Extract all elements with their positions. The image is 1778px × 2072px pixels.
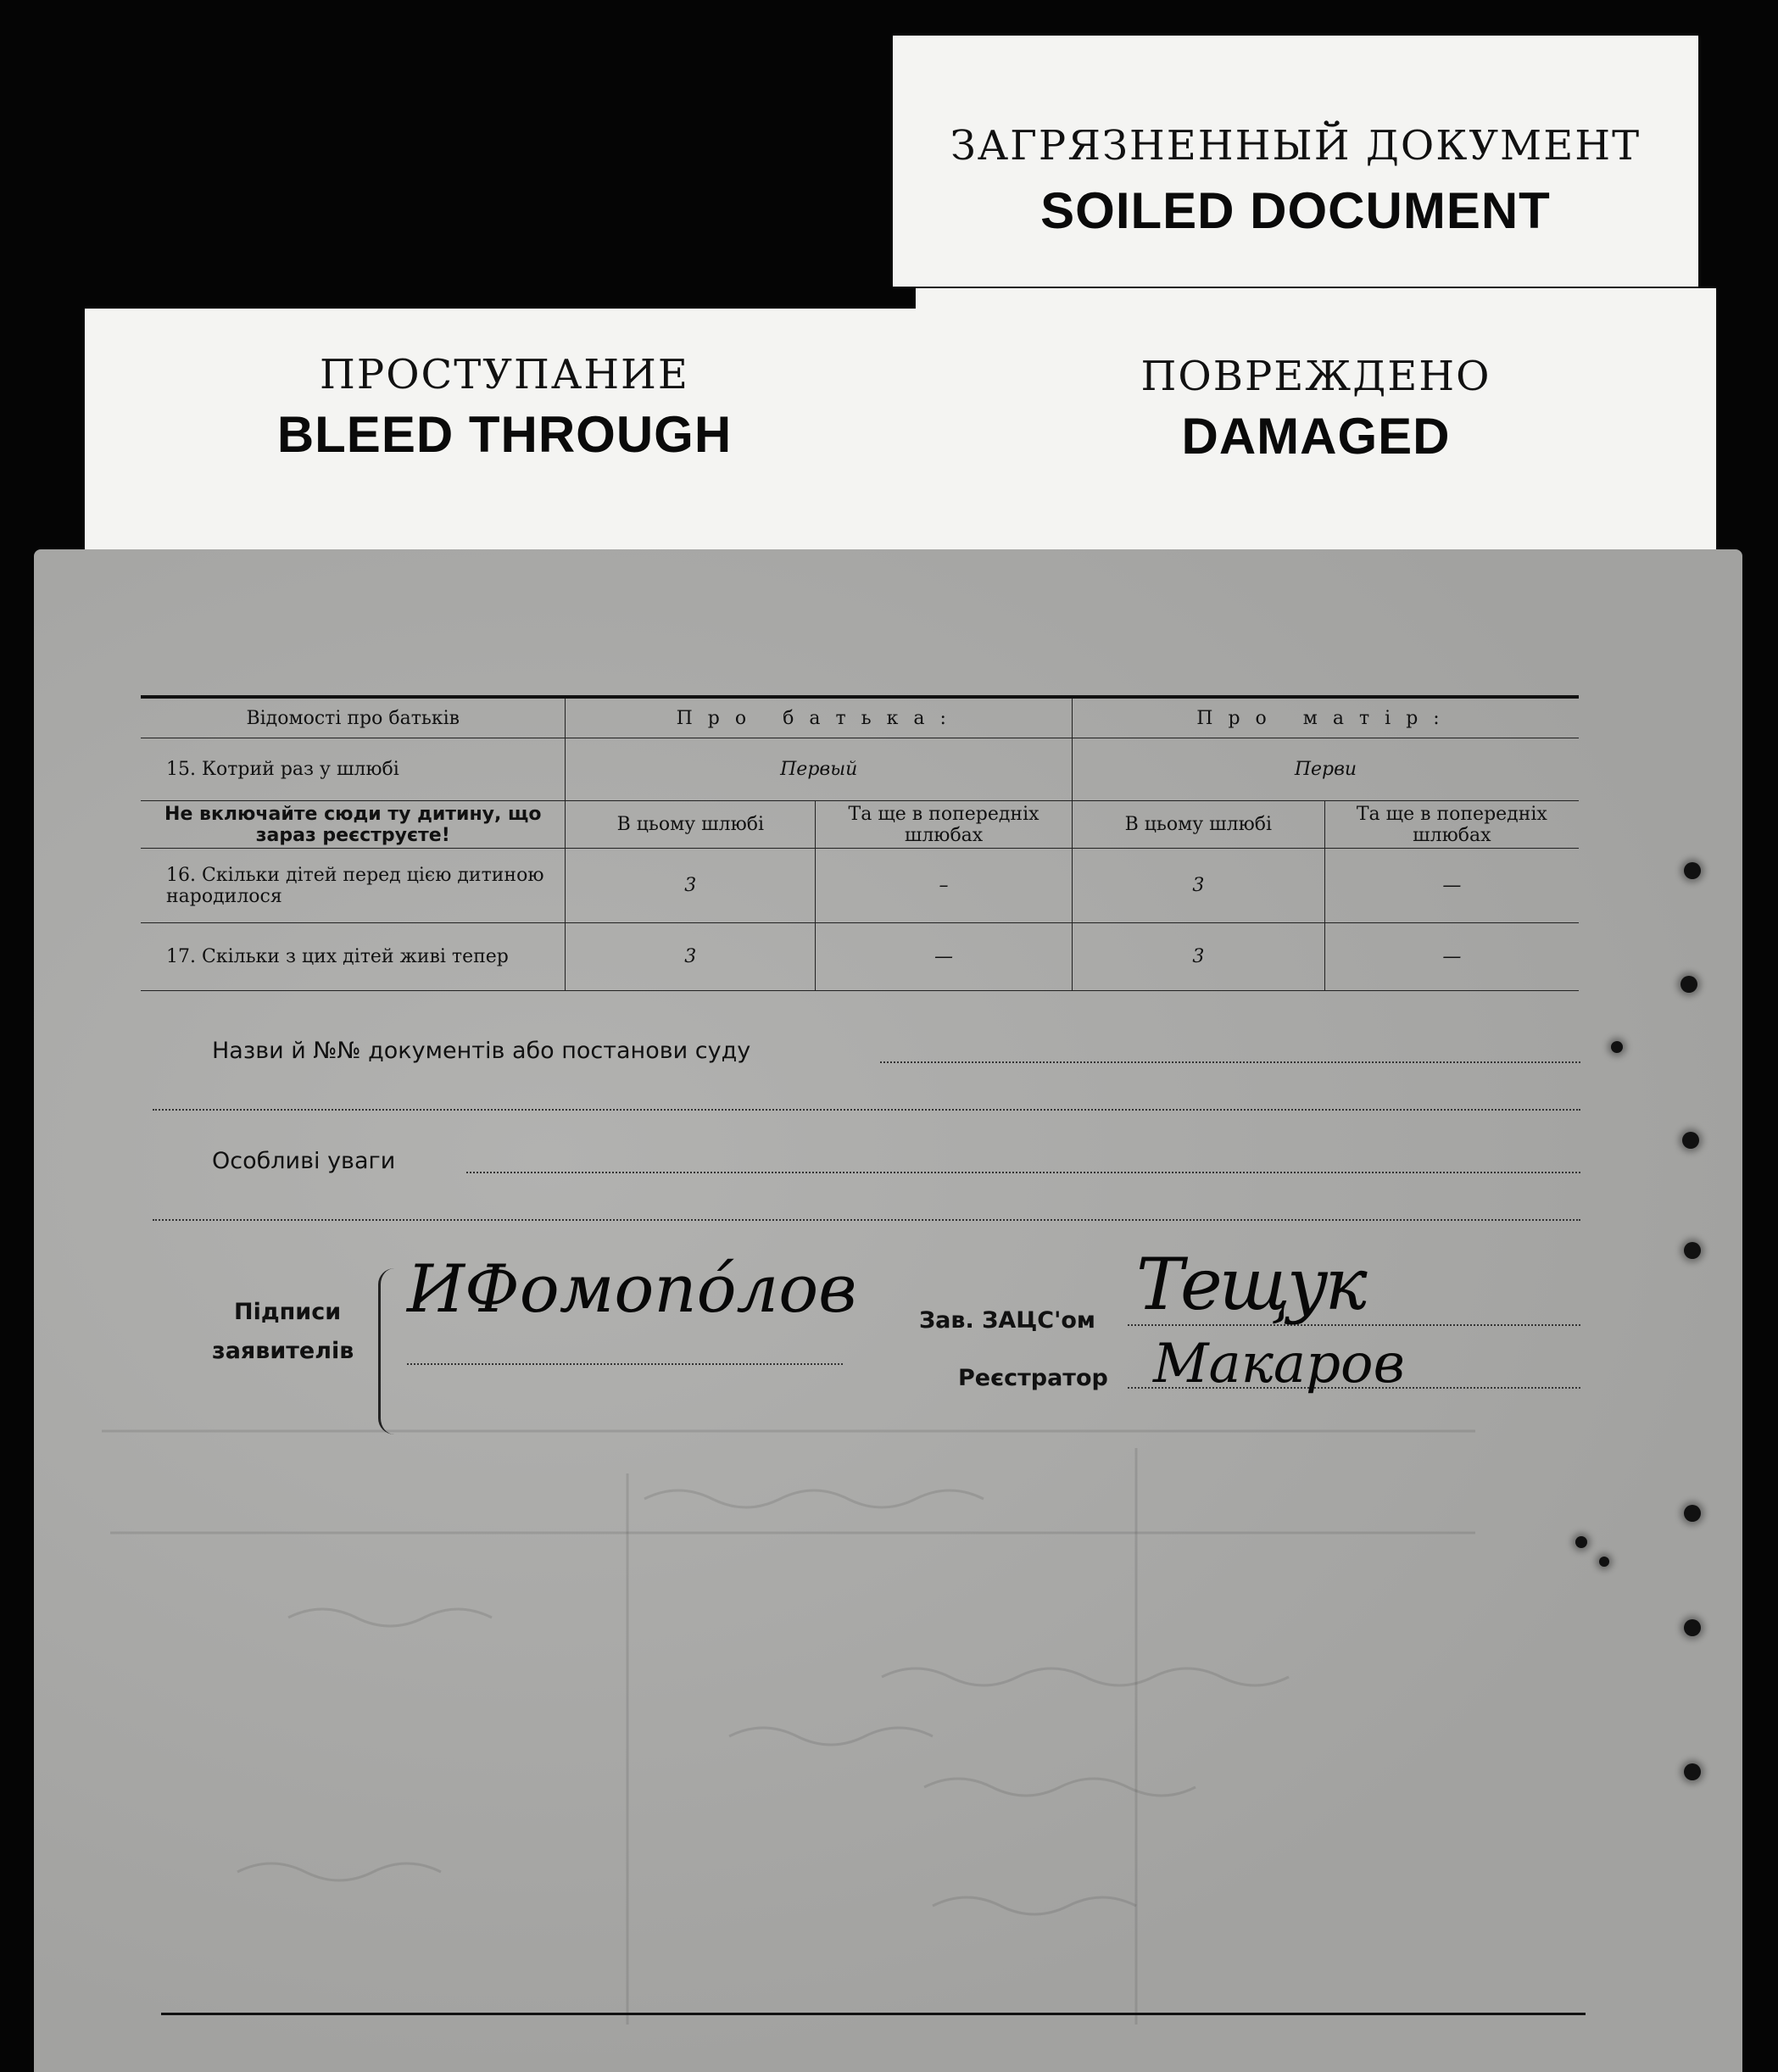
damaged-label	[916, 288, 1716, 560]
row16-father-this: 3	[566, 849, 816, 923]
mother-previous-marriages-header: Та ще в попередніх шлюбах	[1324, 801, 1579, 849]
row15-father-value: Первый	[566, 738, 1072, 801]
soiled-label-ru: ЗАГРЯЗНЕННЫЙ ДОКУМЕНТ	[950, 122, 1641, 170]
damaged-label-en: DAMAGED	[1181, 408, 1451, 465]
damage-spot	[1599, 1557, 1609, 1567]
row16-label: 16. Скільки дітей перед цією дитиною народилося	[141, 849, 566, 923]
bleed-through-label	[85, 309, 924, 556]
row16-mother-prev: —	[1324, 849, 1579, 923]
row15-mother-value: Перви	[1072, 738, 1579, 801]
applicant-signature: ИФомопо́лов	[407, 1251, 857, 1328]
documents-label: Назви й №№ документів або постанови суду	[212, 1038, 751, 1064]
damage-spot	[1575, 1536, 1587, 1548]
binding-hole	[1684, 1763, 1701, 1780]
row17-mother-prev: —	[1324, 923, 1579, 991]
head-label: Зав. ЗАЦС'ом	[919, 1307, 1095, 1334]
binding-hole	[1684, 1505, 1701, 1522]
head-signature: Тещук	[1136, 1243, 1364, 1326]
row16-father-prev: –	[816, 849, 1073, 923]
parents-info-header: Відомості про батьків	[141, 697, 566, 738]
applicants-label-2: заявителів	[212, 1338, 354, 1364]
bottom-rule	[161, 2013, 1586, 2015]
documents-field[interactable]	[880, 1061, 1580, 1063]
about-father-header: Про батька:	[566, 697, 1072, 738]
about-mother-header: Про матір:	[1072, 697, 1579, 738]
father-this-marriage-header: В цьому шлюбі	[566, 801, 816, 849]
bleed-label-ru: ПРОСТУПАНИЕ	[320, 351, 689, 398]
document-sheet	[34, 549, 1742, 2072]
father-previous-marriages-header: Та ще в попередніх шлюбах	[816, 801, 1073, 849]
damage-spot	[1611, 1041, 1623, 1053]
notes-label: Особливі уваги	[212, 1148, 396, 1174]
row15-label: 15. Котрий раз у шлюбі	[141, 738, 566, 801]
binding-hole	[1682, 1132, 1699, 1149]
do-not-include-note: Не включайте сюди ту дитину, що зараз реєструєте!	[141, 801, 566, 849]
mother-this-marriage-header: В цьому шлюбі	[1072, 801, 1324, 849]
binding-hole	[1684, 1619, 1701, 1636]
binding-hole	[1684, 862, 1701, 879]
parents-info-table	[141, 695, 1579, 991]
damaged-label-ru: ПОВРЕЖДЕНО	[1140, 353, 1491, 400]
notes-field-line-2[interactable]	[153, 1219, 1580, 1221]
soiled-document-label	[893, 36, 1698, 287]
row17-label: 17. Скільки з цих дітей живі тепер	[141, 923, 566, 991]
applicants-brace	[378, 1268, 394, 1434]
documents-field-line-2[interactable]	[153, 1109, 1580, 1111]
soiled-label-en: SOILED DOCUMENT	[1040, 182, 1551, 239]
applicants-label-1: Підписи	[234, 1299, 342, 1325]
registrar-label: Реєстратор	[958, 1365, 1108, 1391]
row16-mother-this: 3	[1072, 849, 1324, 923]
registrar-signature: Макаров	[1153, 1333, 1405, 1395]
row17-father-this: 3	[566, 923, 816, 991]
binding-hole	[1680, 976, 1697, 993]
row17-father-prev: —	[816, 923, 1073, 991]
row17-mother-this: 3	[1072, 923, 1324, 991]
notes-field[interactable]	[466, 1172, 1580, 1173]
applicant-signature-line-2[interactable]	[407, 1363, 843, 1365]
bleed-label-en: BLEED THROUGH	[276, 406, 733, 463]
binding-hole	[1684, 1242, 1701, 1259]
